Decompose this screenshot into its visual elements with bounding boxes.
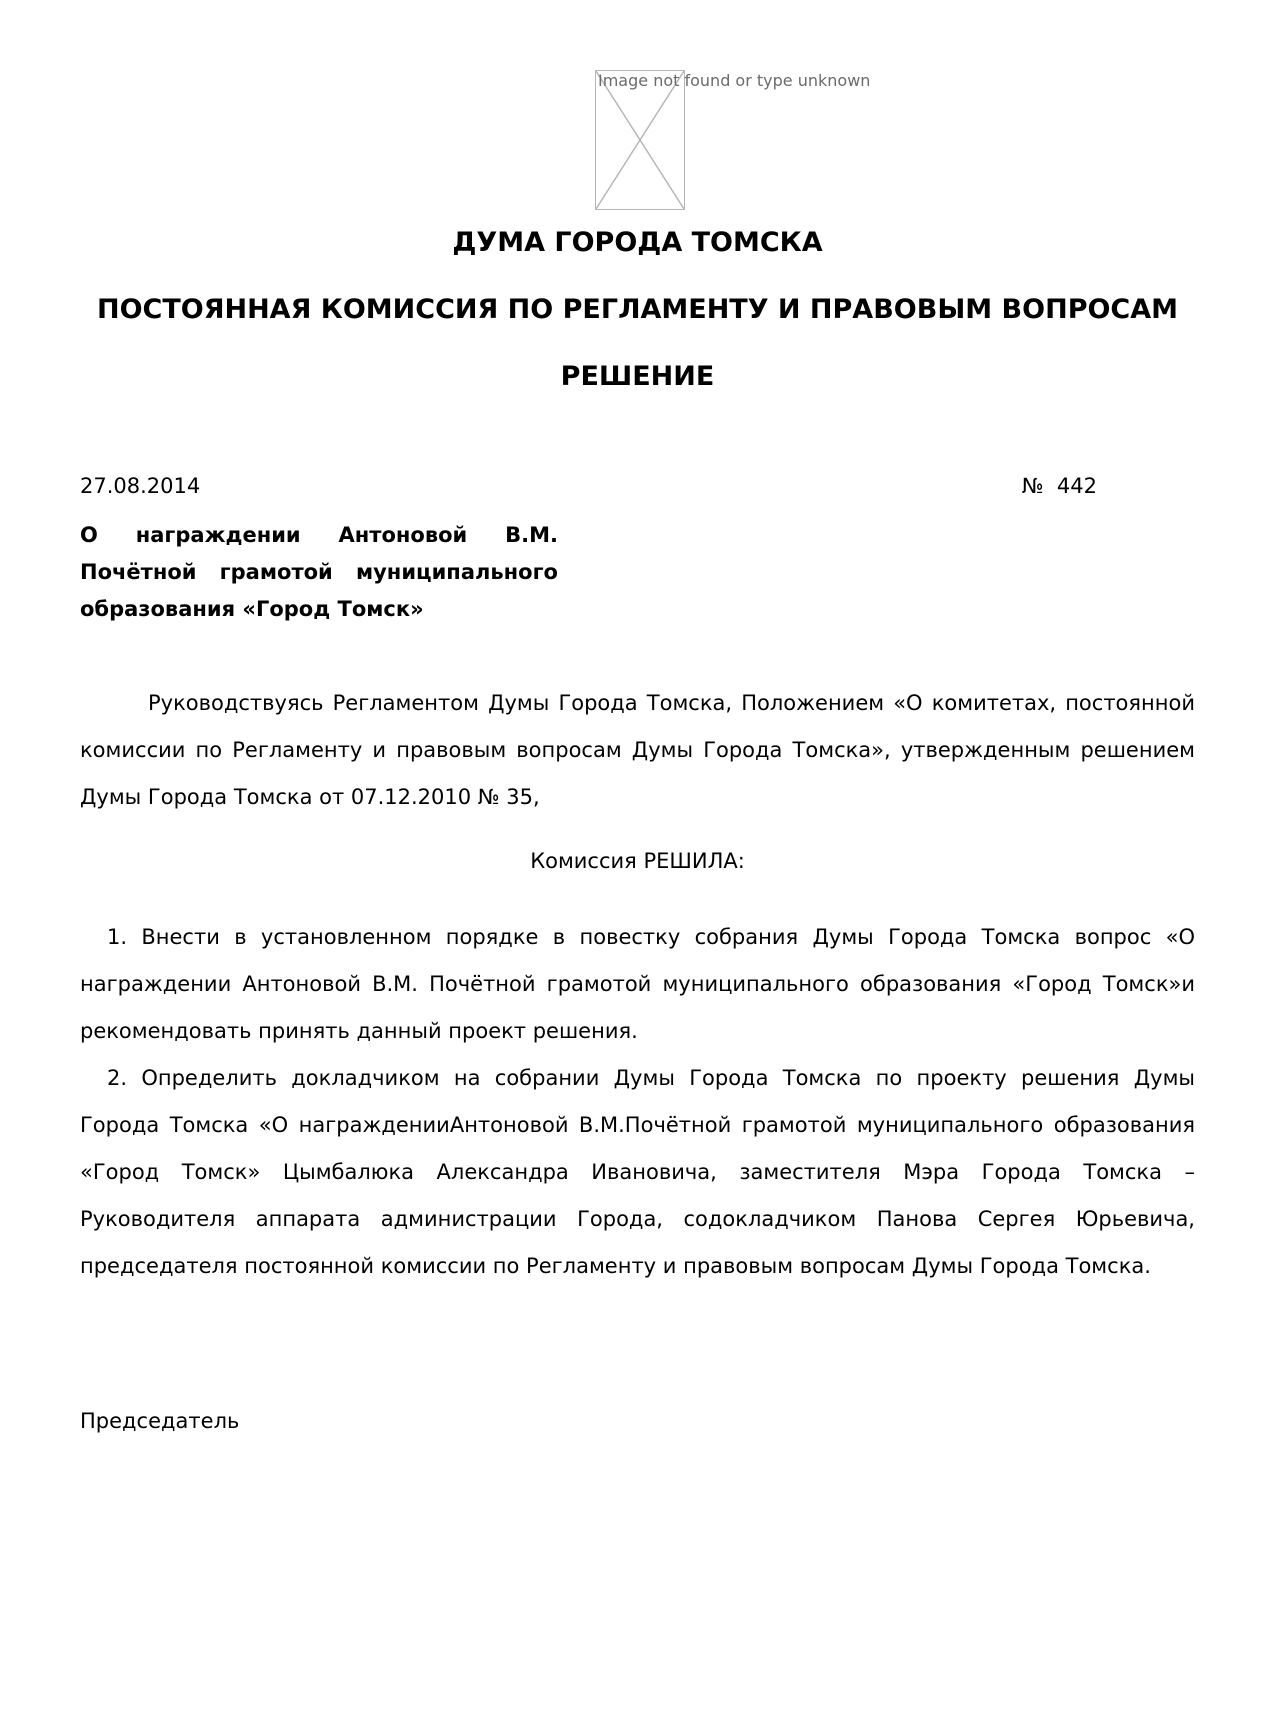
resolution-heading: Комиссия РЕШИЛА:	[530, 849, 745, 874]
document-number: № 442	[1021, 474, 1097, 499]
commission-title: ПОСТОЯННАЯ КОМИССИЯ ПО РЕГЛАМЕНТУ И ПРАВОВЫМ ВОПРОСАМ	[96, 293, 1179, 325]
broken-image-icon	[596, 71, 684, 209]
organization-title: ДУМА ГОРОДА ТОМСКА	[452, 227, 823, 258]
preamble-paragraph: Руководствуясь Регламентом Думы Города Томска, Положением «О комитетах, постоянной комиссии по Регламенту и правовым вопросам Думы Города Томска», утвержденным решением Думы Города Томска от 07.12.2010 № 35,	[80, 691, 1195, 810]
meta-row	[80, 473, 1195, 499]
document-type-title: РЕШЕНИЕ	[560, 360, 715, 392]
signature-title: Председатель	[80, 1409, 240, 1434]
resolution-item: 1. Внести в установленном порядке в повестку собрания Думы Города Томска вопрос «О награждении Антоновой В.М. Почётной грамотой муниципального образования «Город Томск»и рекомендовать принять данный проект решения.	[80, 925, 1195, 1044]
resolution-item: 2. Определить докладчиком на собрании Думы Города Томска по проекту решения Думы Города Томска «О награжденииАнтоновой В.М.Почётной грамотой муниципального образования «Город Томск» Цымбалюка Александра Ивановича, заместителя Мэра Города Томска – Руководителя аппарата администрации Города, содокладчиком Панова Сергея Юрьевича, председателя постоянной комиссии по Регламенту и правовым вопросам Думы Города Томска.	[80, 1066, 1195, 1279]
subject-block: О награждении Антоновой В.М. Почётной грамотой муниципального образования «Город Томск»	[80, 523, 558, 622]
document-page	[0, 70, 1275, 1720]
broken-image-placeholder	[595, 70, 871, 210]
document-date: 27.08.2014	[80, 474, 201, 499]
broken-image-alt-text: Image not found or type unknown	[598, 71, 871, 90]
